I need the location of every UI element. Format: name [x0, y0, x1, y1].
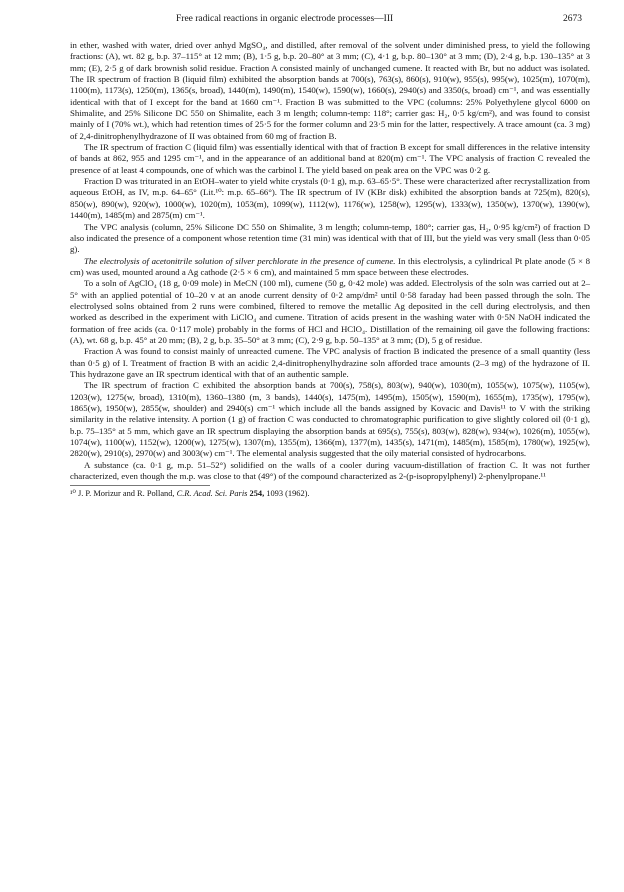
footnote-authors: J. P. Morizur and R. Polland,	[77, 489, 175, 499]
footnote	[70, 488, 590, 499]
paragraph-ir-spectrum: The IR spectrum of fraction C exhibited the absorption bands at 700(s), 758(s), 803(w), 940(w), 1030(m), 1055(w), 1075(w), 1105(w), 1203(w), 1275(w, broad), 1310(m), 1360–1380 (m, 3 bands), 1440(s), 1475(m), 1495(m), 1505(w), 1590(m), 1655(m), 1735(w), 1795(w), 1865(w), 1950(w), 2855(w, shoulder) and 2940(s) cm⁻¹ which include all the bands assigned by Kovacic and Davis¹¹ to V with the striking similarity in the relative intensity. A portion (1 g) of fraction C was conducted to chromatographic purification to give slightly colored oil (0·1 g), b.p. 75–135° at 5 mm, which gave an IR spectrum displaying the absorption bands at 695(s), 755(s), 803(w), 828(w), 934(w), 1026(m), 1055(w), 1074(w), 1100(w), 1152(w), 1200(w), 1275(w), 1307(m), 1355(m), 1366(m), 1377(m), 1435(s), 1471(m), 1485(m), 1585(m), 1780(w), 1925(w), 2820(w), 2910(s), 2970(w) and 3003(w) cm⁻¹. The elemental analysis suggested that the oily material consisted of hydrocarbons.	[70, 380, 590, 459]
running-head	[70, 14, 590, 30]
section-paragraph	[70, 256, 590, 279]
paragraph-fraction-a: Fraction A was found to consist mainly of unreacted cumene. The VPC analysis of fraction B indicated the presence of a small quantity (less than 0·5 g) of I. Treatment of fraction B with an acidic 2,4-dinitrophenylhydrazine soln afforded trace amounts (2–3 mg) of the hydrazone of II. This hydrazone gave an IR spectrum identical with that of an authentic sample.	[70, 346, 590, 379]
page-number: 2673	[563, 14, 582, 24]
footnote-marker: ¹⁰	[70, 489, 76, 499]
footnote-pages: 1093 (1962).	[266, 489, 310, 499]
footnote-volume: 254,	[249, 489, 265, 499]
paragraph-fraction-c: The IR spectrum of fraction C (liquid film) was essentially identical with that of fraction B except for small differences in the relative intensity of bands at 862, 955 and 1295 cm⁻¹, and in the appearance of an additional band at 820(m) cm⁻¹. The VPC analysis of fraction C revealed the presence of at least 4 compounds, one of which was the carbinol I. The yield based on peak area on the VPC was 0·2 g.	[70, 142, 590, 175]
footnote-rule	[70, 485, 210, 486]
paragraph-fraction-d: Fraction D was triturated in an EtOH–water to yield white crystals (0·1 g), m.p. 63–65·5°. These were characterized after recrystallization from aqueous EtOH, as IV, m.p. 64–65° (Lit.¹⁰: m.p. 65–66°). The IR spectrum of IV (KBr disk) exhibited the absorption bands at 725(m), 820(s), 850(w), 890(w), 920(w), 1000(w), 1020(m), 1053(m), 1099(w), 1112(w), 1176(w), 1258(w), 1295(w), 1333(w), 1350(w), 1370(w), 1390(w), 1440(m), 1485(m) and 2875(m) cm⁻¹.	[70, 176, 590, 221]
paragraph-vpc-analysis: The VPC analysis (column, 25% Silicone DC 550 on Shimalite, 3 m length; column-temp, 180°; carrier gas, H₂, 0·95 kg/cm²) of fraction D also indicated the presence of a component whose retention time (31 min) was identical with that of III, but the yield was very small (less than 0·05 g).	[70, 221, 590, 255]
paragraph-electrolysis: To a soln of AgClO₄ (18 g, 0·09 mole) in MeCN (100 ml), cumene (50 g, 0·42 mole) was added. Electrolysis of the soln was carried out at 2–5° with an applied potential of 10–20 v at an anode current density of 0·2 amp/dm² until 0·58 faraday had been passed through the soln. The electrolysed solns obtained from 2 runs were combined, filtered to remove the metallic Ag deposited in the cell during electrolysis, and then worked as described in the experiment with LiClO₄ and cumene. Titration of acids present in the washing water with 0·5N NaOH indicated the formation of free acids (ca. 0·117 mole) probably in the forms of HCl and HClO₄. Distillation of the remaining oil gave the following fractions: (A), wt. 68 g, b.p. 45° at 20 mm; (B), 2 g, b.p. 35–50° at 3 mm; (C), 2·9 g, b.p. 50–135° at 3 mm; (D), 5 g of residue.	[70, 278, 590, 345]
running-title: Free radical reactions in organic electrode processes—III	[176, 14, 394, 24]
footnote-journal: C.R. Acad. Sci. Paris	[176, 489, 248, 499]
section-body: In this electrolysis, a cylindrical Pt plate anode (5 × 8 cm) was used, mounted around a Ag cathode (2·5 × 6 cm), and maintained 5 mm space between these electrodes.	[70, 255, 591, 277]
section-heading: The electrolysis of acetonitrile solution of silver perchlorate in the presence of cumene.	[84, 255, 396, 266]
paragraph-fraction-b: in ether, washed with water, dried over anhyd MgSO₄, and distilled, after removal of the solvent under diminished press, to yield the following fractions: (A), wt. 82 g, b.p. 37–115° at 12 mm; (B), 1·5 g, b.p. 20–80° at 3 mm; (C), 4·1 g, b.p. 80–130° at 3 mm; (D), 2·4 g, b.p. 130–135° at 3 mm; (E), 2·5 g of dark brownish solid residue. Fraction A consisted mainly of unchanged cumene. It reacted with Br, but no adduct was isolated. The IR spectrum of fraction B (liquid film) exhibited the absorption bands at 700(s), 763(s), 860(s), 910(w), 955(s), 995(w), 1025(m), 1070(m), 1100(m), 1173(s), 1250(m), 1365(s, broad), 1440(m), 1490(m), 1540(w), 1590(w), 1660(s), 2940(s) and 3350(s, broad) cm⁻¹, and was essentially identical with that of I except for the band at 1660 cm⁻¹. Fraction B was submitted to the VPC (columns: 25% Polyethylene glycol 6000 on Shimalite, and 25% Silicone DC 550 on Shimalite, each 3 m length; column-temp: 118°; carrier gas: H₂, 0·5 kg/cm²), and was found to consist mainly of I (70% wt.), which had retention times of 25·5 for the former column and 23·5 min for the latter, respectively. A trace amount (ca. 3 mg) of 2,4-dinitrophenylhydrazone of II was obtained from 60 mg of fraction B.	[70, 40, 590, 141]
paragraph-substance: A substance (ca. 0·1 g, m.p. 51–52°) solidified on the walls of a cooler during vacuum-distillation of fraction C. It was not further characterized, even though the m.p. was close to that (49°) of the compound characterized as 2-(p-isopropylphenyl) 2-phenylpropane.¹¹	[70, 459, 590, 482]
